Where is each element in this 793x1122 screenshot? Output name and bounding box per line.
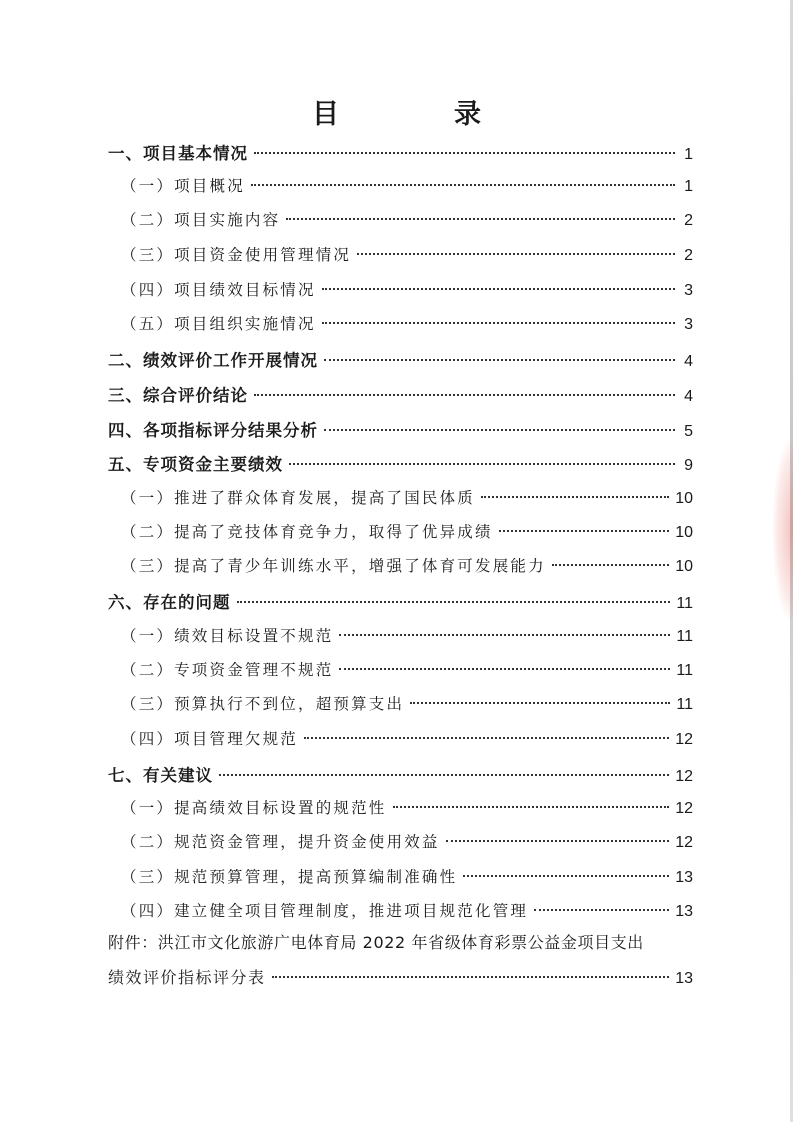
toc-entry[interactable] [121,312,693,338]
dot-leader [393,806,670,808]
dot-leader [237,601,671,603]
toc-entry[interactable] [121,624,693,650]
dot-leader [499,530,670,532]
toc-entry[interactable] [108,762,693,788]
toc-page-number: 9 [684,457,693,474]
toc-entry-label: （一）项目概况 [121,177,245,195]
toc-page-number: 5 [684,423,693,440]
toc-page-number: 4 [684,353,693,370]
toc-entry-label: （二）专项资金管理不规范 [121,661,334,679]
toc-entry-label: 一、项目基本情况 [108,144,248,163]
toc-entry[interactable] [121,554,693,580]
dot-leader [322,322,675,324]
toc-page-number: 3 [684,282,693,299]
dot-leader [272,976,670,978]
toc-entry-label: （二）项目实施内容 [121,211,281,229]
toc-page-number: 2 [684,212,693,229]
dot-leader [357,253,675,255]
toc-entry-label: （一）推进了群众体育发展，提高了国民体质 [121,489,476,507]
toc-entry[interactable] [108,417,693,443]
toc-entry[interactable] [121,520,693,546]
dot-leader [339,634,670,636]
dot-leader [446,840,670,842]
toc-entry[interactable] [121,830,693,856]
appendix-label: 绩效评价指标评分表 [108,968,266,987]
toc-entry-label: （二）规范资金管理，提升资金使用效益 [121,833,440,851]
toc-entry-label: 六、存在的问题 [108,593,231,612]
toc-entry[interactable] [121,796,693,822]
toc-page-number: 10 [675,558,693,575]
toc-entry-label: （四）项目管理欠规范 [121,730,299,748]
dot-leader [254,394,675,396]
toc-entry-label: （四）项目绩效目标情况 [121,281,316,299]
toc-entry-label: （三）提高了青少年训练水平，增强了体育可发展能力 [121,557,546,575]
seal-stamp-edge [773,440,793,620]
toc-page-number: 4 [684,388,693,405]
dot-leader [534,909,669,911]
toc-entry-label: 五、专项资金主要绩效 [108,455,283,474]
dot-leader [286,218,675,220]
dot-leader [463,875,669,877]
toc-entry[interactable] [121,486,693,512]
toc-entry-label: 二、绩效评价工作开展情况 [108,351,318,370]
toc-page-number: 2 [684,247,693,264]
appendix-page-number: 13 [675,970,693,987]
toc-entry[interactable] [121,278,693,304]
toc-entry-label: （三）项目资金使用管理情况 [121,246,352,264]
dot-leader [254,152,675,154]
dot-leader [251,184,675,186]
toc-page-number: 12 [675,731,693,748]
toc-entry[interactable] [121,692,693,718]
toc-entry-label: 四、各项指标评分结果分析 [108,421,318,440]
toc-page-number: 12 [675,768,693,785]
page-title: 目 录 [312,99,525,130]
toc-page-number: 12 [675,800,693,817]
toc-page-number: 13 [675,903,693,920]
dot-leader [219,774,669,776]
toc-entry[interactable] [121,865,693,891]
toc-entry[interactable] [108,589,693,615]
toc-entry-label: （四）建立健全项目管理制度，推进项目规范化管理 [121,902,529,920]
toc-page-number: 12 [675,834,693,851]
appendix-title: 附件：洪江市文化旅游广电体育局 2022 年省级体育彩票公益金项目支出 [108,933,644,952]
dot-leader [552,564,669,566]
dot-leader [324,429,675,431]
dot-leader [322,288,675,290]
dot-leader [410,702,670,704]
toc-entry[interactable] [108,382,693,408]
toc-page-number: 11 [676,662,693,679]
toc-page-number: 10 [675,490,693,507]
toc-page-number: 1 [684,146,693,163]
toc-entry[interactable] [108,140,693,166]
toc-entry[interactable] [121,899,693,925]
dot-leader [339,668,670,670]
toc-entry-label: （一）绩效目标设置不规范 [121,627,334,645]
toc-entry-label: （三）规范预算管理，提高预算编制准确性 [121,868,458,886]
toc-entry-label: （五）项目组织实施情况 [121,315,316,333]
appendix-entry[interactable] [108,965,693,991]
toc-entry[interactable] [121,174,693,200]
toc-entry-label: （三）预算执行不到位，超预算支出 [121,695,405,713]
toc-page-number: 3 [684,316,693,333]
dot-leader [324,359,675,361]
dot-leader [481,496,669,498]
dot-leader [289,463,675,465]
toc-entry-label: 七、有关建议 [108,766,213,785]
toc-entry-label: （一）提高绩效目标设置的规范性 [121,799,387,817]
toc-page-number: 11 [676,696,693,713]
toc-entry[interactable] [108,347,693,373]
toc-entry-label: （二）提高了竞技体育竞争力，取得了优异成绩 [121,523,493,541]
toc-page-number: 1 [684,178,693,195]
toc-entry[interactable] [121,658,693,684]
toc-entry[interactable] [121,243,693,269]
toc-entry[interactable] [121,208,693,234]
toc-entry[interactable] [121,727,693,753]
toc-page-number: 11 [676,595,693,612]
dot-leader [304,737,669,739]
toc-page-number: 13 [675,869,693,886]
toc-entry[interactable] [108,451,693,477]
toc-page-number: 10 [675,524,693,541]
toc-page-number: 11 [676,628,693,645]
toc-entry-label: 三、综合评价结论 [108,386,248,405]
